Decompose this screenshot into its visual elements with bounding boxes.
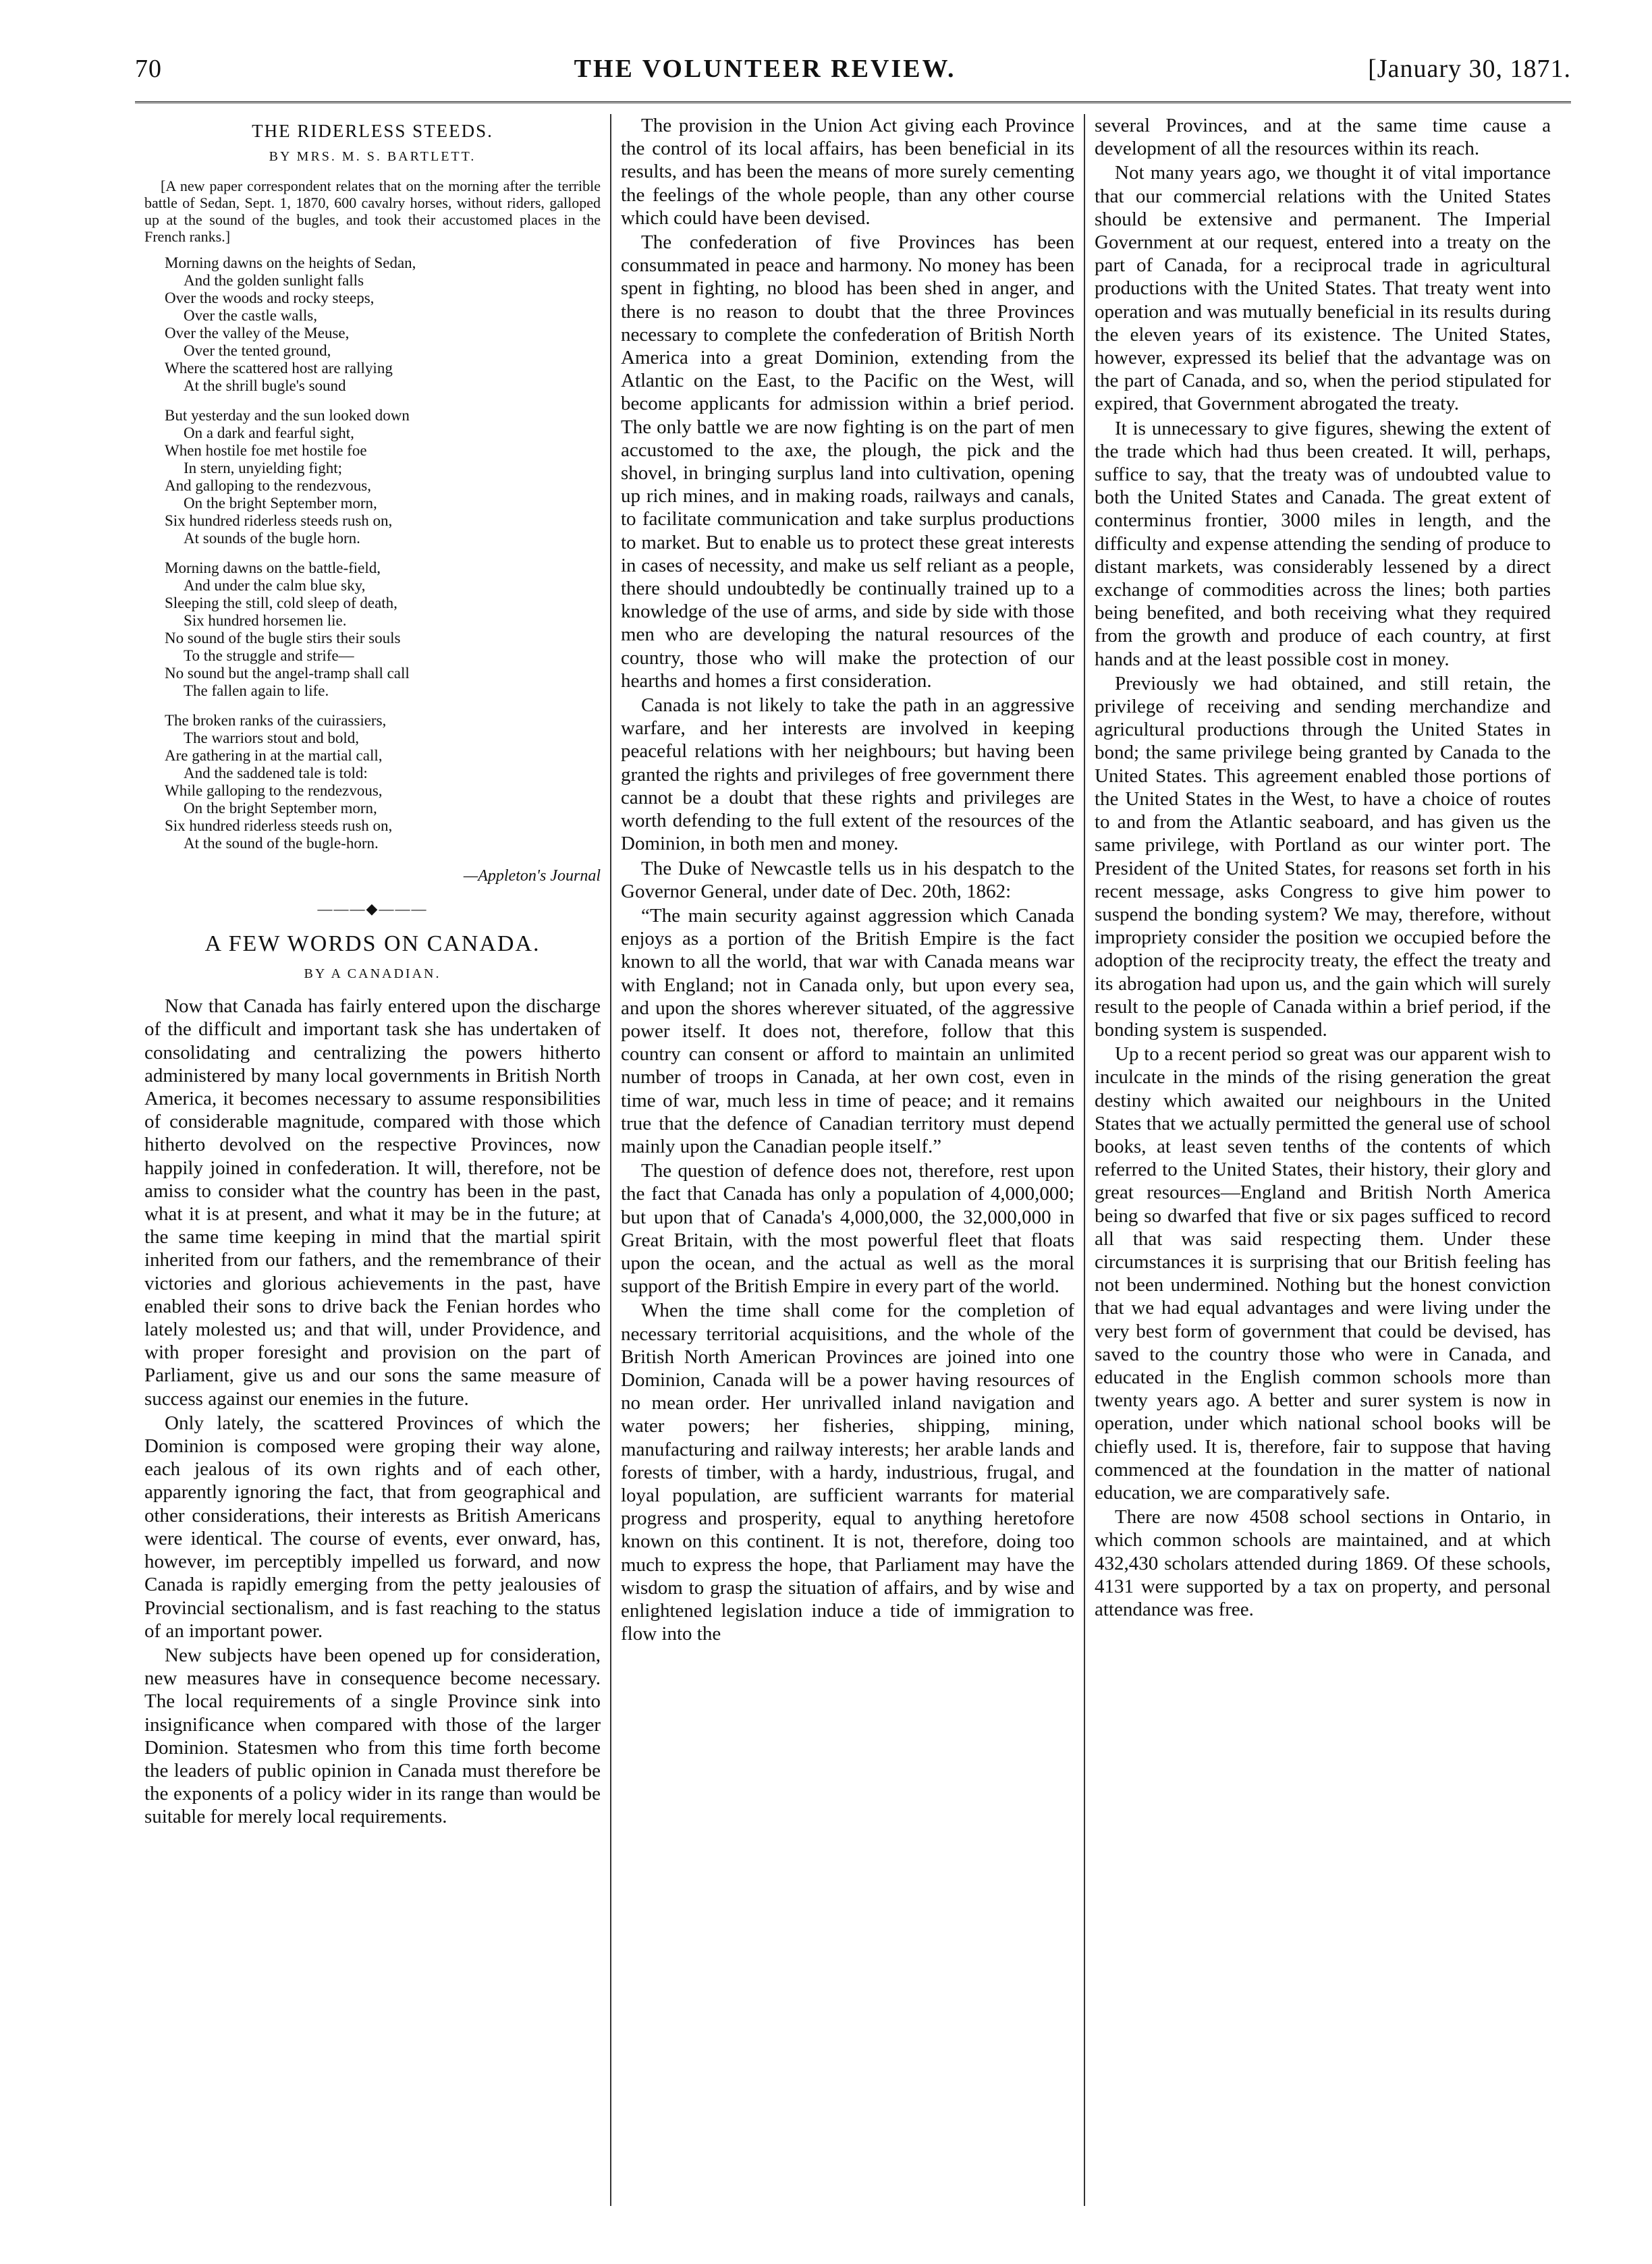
poem-line: At the sound of the bugle-horn.	[184, 835, 379, 852]
article-paragraph: The Duke of Newcastle tells us in his despatch to the Governor General, under date of Dec. 20th, 1862:	[621, 857, 1074, 902]
article-paragraph: It is unnecessary to give figures, shewing the extent of the trade which had thus been created. It will, perhaps, suffice to say, that the treaty was of undoubted value to both the United States and Canada. The great extent of conterminus frontier, 3000 miles in length, and the difficulty and expense attending the sending of produce to distant markets, was considerably lessened by a direct exchange of commodities across the lines; both parties being benefited, and both receiving what they required from the growth and produce of each country, at first hands and at the least possible cost in money.	[1095, 417, 1551, 670]
poem-line: Six hundred horsemen lie.	[184, 612, 347, 630]
poem-line: And the golden sunlight falls	[184, 272, 364, 289]
poem-line: And under the calm blue sky,	[184, 577, 366, 595]
poem-line: Morning dawns on the heights of Sedan,	[165, 254, 416, 272]
masthead-title: THE VOLUNTEER REVIEW.	[574, 55, 956, 83]
article-paragraph: Not many years ago, we thought it of vital importance that our commercial relations with the United States should be extensive and permanent. The Imperial Government at our request, entered into a treaty on the part of Canada, for a reciprocal trade in agricultural productions with the United States. That treaty went into operation and was mutually beneficial in its results during the eleven years of its existence. The United States, however, expressed its belief that the advantage was on the part of Canada, and so, when the period stipulated for expired, that Government abrogated the treaty.	[1095, 162, 1551, 415]
despatch-quote: “The main security against aggression which Canada enjoys as a portion of the British Empire is the fact known to all the world, that war with Canada means war with England; not in Canada only, but upon every sea, and upon the shores wherever situated, of the aggressive power itself. It does not, therefore, follow that this country can consent or afford to maintain an unlimited number of troops in Canada, at her own cost, even in time of war, much less in time of peace; and it remains true that the defence of Canadian territory must depend mainly upon the Canadian people itself.”	[621, 904, 1074, 1157]
poem-line: Over the tented ground,	[184, 342, 331, 360]
poem-line: At sounds of the bugle horn.	[184, 530, 360, 547]
page-number: 70	[135, 55, 162, 83]
poem-line: Six hundred riderless steeds rush on,	[165, 512, 393, 530]
poem-line: And the saddened tale is told:	[184, 765, 368, 782]
poem-line: No sound but the angel-tramp shall call	[165, 665, 410, 682]
poem-line: Over the woods and rocky steeps,	[165, 289, 375, 307]
poem-line: Are gathering in at the martial call,	[165, 747, 383, 765]
poem-stanza	[165, 559, 601, 700]
poem-line: And galloping to the rendezvous,	[165, 477, 371, 495]
poem-attribution: —Appleton's Journal	[463, 867, 601, 885]
page-header	[135, 54, 1571, 101]
poem-line: Over the valley of the Meuse,	[165, 325, 350, 342]
poem-line: In stern, unyielding fight;	[184, 460, 343, 477]
column-2	[610, 114, 1085, 2206]
poem-stanza	[165, 254, 601, 395]
columns	[135, 114, 1571, 2206]
poem-line: Sleeping the still, cold sleep of death,	[165, 595, 397, 612]
article-paragraph: The provision in the Union Act giving each Province the control of its local affairs, has been beneficial in its results, and has been the means of more surely cementing the feelings of the whole people, than any other course which could have been devised.	[621, 115, 1074, 229]
poem-line: But yesterday and the sun looked down	[165, 407, 410, 424]
poem-line: On the bright September morn,	[184, 495, 377, 512]
article-paragraph: Now that Canada has fairly entered upon the discharge of the difficult and important task she has undertaken of consolidating and centralizing the powers hitherto administered by many local governments in British North America, it becomes necessary to assume responsibilities of considerable magnitude, compared with those which hitherto devolved on the respective Provinces, now happily joined in confederation. It will, therefore, not be amiss to consider what the country has been in the past, what it is at present, and what it may be in the future; at the same time keeping in mind that the martial spirit inherited from our fathers, and the remembrance of their victories and glorious achievements in the past, have enabled their sons to drive back the Fenian hordes who lately molested us; and that will, under Providence, and with proper foresight and provision on the part of Parliament, give us and our sons the same measure of success against our enemies in the future.	[144, 995, 601, 1410]
poem-line: The fallen again to life.	[184, 682, 329, 700]
header-rule	[135, 101, 1571, 103]
poem-line: At the shrill bugle's sound	[184, 377, 346, 395]
poem-line: Where the scattered host are rallying	[165, 360, 393, 377]
poem-line: The broken ranks of the cuirassiers,	[165, 712, 387, 729]
section-divider-ornament: ———◆———	[317, 900, 428, 917]
article-paragraph: The confederation of five Provinces has been consummated in peace and harmony. No money has been spent in fighting, no blood has been shed in anger, and there is no reason to doubt that the three Provinces necessary to complete the confederation of British North America into a great Dominion, extending from the Atlantic on the East, to the Pacific on the West, will become applicants for admission within a brief period. The only battle we are now fighting is on the part of men accustomed to the axe, the plough, the pick and the shovel, in bringing surplus land into cultivation, opening up rich mines, and in making roads, railways and canals, to facilitate communication and take surplus productions to market. But to enable us to protect these great interests in cases of necessity, and make us self reliant as a people, there should undoubtedly be continually trained up to a knowledge of the use of arms, and side by side with those men who are developing the natural resources of the country, those who will make the protection of our hearths and homes a first consideration.	[621, 231, 1074, 692]
poem-line: On a dark and fearful sight,	[184, 424, 354, 442]
poem-line: Over the castle walls,	[184, 307, 317, 325]
poem-line: Morning dawns on the battle-field,	[165, 559, 381, 577]
poem-title: THE RIDERLESS STEEDS.	[252, 121, 493, 141]
poem-line: Six hundred riderless steeds rush on,	[165, 817, 393, 835]
article-paragraph: There are now 4508 school sections in Ontario, in which common schools are maintained, and at which 432,430 scholars attended during 1869. Of these schools, 4131 were supported by a tax on property, and personal attendance was free.	[1095, 1506, 1551, 1620]
article-paragraph: Previously we had obtained, and still retain, the privilege of receiving and sending merchandize and agricultural productions through the United States in bond; the same privilege being granted by Canada to the United States. This agreement enabled those portions of the United States in the West, to have a choice of routes to and from the Atlantic seaboard, and has given us the same privilege, with Portland as our winter port. The President of the United States, for reasons set forth in his recent message, asks Congress to give him power to suspend the bonding system? We may, therefore, without impropriety consider the position we occupied before the adoption of the reciprocity treaty, the effect the treaty and its abrogation had upon us, and the gain which will surely result to the people of Canada within a brief period, if the bonding system is suspended.	[1095, 672, 1551, 1041]
poem-line: To the struggle and strife—	[184, 647, 354, 665]
article-paragraph: New subjects have been opened up for consideration, new measures have in consequence become necessary. The local requirements of a single Province sink into insignificance when compared with those of the larger Dominion. Statesmen who from this time forth become the leaders of public opinion in Canada must therefore be the exponents of a policy wider in its range than would be suitable for merely local requirements.	[144, 1644, 601, 1828]
column-3	[1085, 114, 1560, 2206]
article-paragraph: When the time shall come for the completion of necessary territorial acquisitions, and the whole of the British North American Provinces are joined into one Dominion, Canada will be a power having resources of no mean order. Her unrivalled inland navigation and water powers; her fisheries, shipping, mining, manufacturing and railway interests; her arable lands and forests of timber, with a hardy, industrious, frugal, and loyal population, are sufficient warrants for material progress and prosperity, equal to anything heretofore known on this continent. It is not, therefore, doing too much to express the hope, that Parliament may have the wisdom to grasp the situation of affairs, and by wise and enlightened legislation induce a tide of immigration to flow into the	[621, 1300, 1074, 1645]
poem-line: On the bright September morn,	[184, 800, 377, 817]
article-paragraph: several Provinces, and at the same time cause a development of all the resources within its reach.	[1095, 115, 1551, 160]
article-title: A FEW WORDS ON CANADA.	[204, 931, 541, 956]
article-paragraph: The question of defence does not, therefore, rest upon the fact that Canada has only a population of 4,000,000; but upon that of Canada's 4,000,000, the 32,000,000 in Great Britain, with the most powerful fleet that floats upon the ocean, and the actual as well as the moral support of the British Empire in every part of the world.	[621, 1160, 1074, 1298]
article-paragraph: Up to a recent period so great was our apparent wish to inculcate in the minds of the rising generation the great destiny which awaited our neighbours in the United States that we actually permitted the general use of school books, at least seven tenths of the contents of which referred to the United States, their history, their glory and great resources—England and British North America being so dwarfed that five or six pages sufficed to record all that was said respecting them. Under these circumstances it is surprising that our British feeling has not been undermined. Nothing but the honest conviction that we had equal advantages and were living under the very best form of government that could be devised, has saved to the country those who were in Canada, and educated in the English common schools more than twenty years ago. A better and surer system is now in operation, under which national school books will be chiefly used. It is, therefore, fair to suppose that having commenced at the foundation in the matter of national education, we are comparatively safe.	[1095, 1043, 1551, 1503]
issue-date: [January 30, 1871.	[1368, 55, 1571, 83]
poem-line: No sound of the bugle stirs their souls	[165, 630, 401, 647]
poem-byline: BY MRS. M. S. BARTLETT.	[269, 149, 476, 165]
article-paragraph: Canada is not likely to take the path in an aggressive warfare, and her interests are involved in keeping peaceful relations with her neighbours; but having been granted the rights and privileges of free government there cannot be a doubt that these rights and privileges are worth defending to the full extent of the resources of the Dominion, in both men and money.	[621, 694, 1074, 855]
poem-note: [A new paper correspondent relates that on the morning after the terrible battle of Sedan, Sept. 1, 1870, 600 cavalry horses, without riders, galloped up at the sound of the bugles, and took their accustomed places in the French ranks.]	[144, 177, 601, 246]
poem-stanza	[165, 407, 601, 547]
poem-line: The warriors stout and bold,	[184, 729, 359, 747]
poem-stanza	[165, 712, 601, 852]
article-paragraph: Only lately, the scattered Provinces of which the Dominion is composed were groping their way alone, each jealous of its own rights and of each other, apparently ignoring the fact, that from geographical and other considerations, their interests as British Americans were identical. The course of events, ever onward, has, however, im perceptibly impelled us forward, and now Canada is rapidly emerging from the petty jealousies of Provincial sectionalism, and is fast reaching to the status of an important power.	[144, 1412, 601, 1642]
poem-line: While galloping to the rendezvous,	[165, 782, 383, 800]
article-byline: BY A CANADIAN.	[304, 966, 441, 982]
column-1	[135, 114, 610, 2206]
poem-line: When hostile foe met hostile foe	[165, 442, 367, 460]
